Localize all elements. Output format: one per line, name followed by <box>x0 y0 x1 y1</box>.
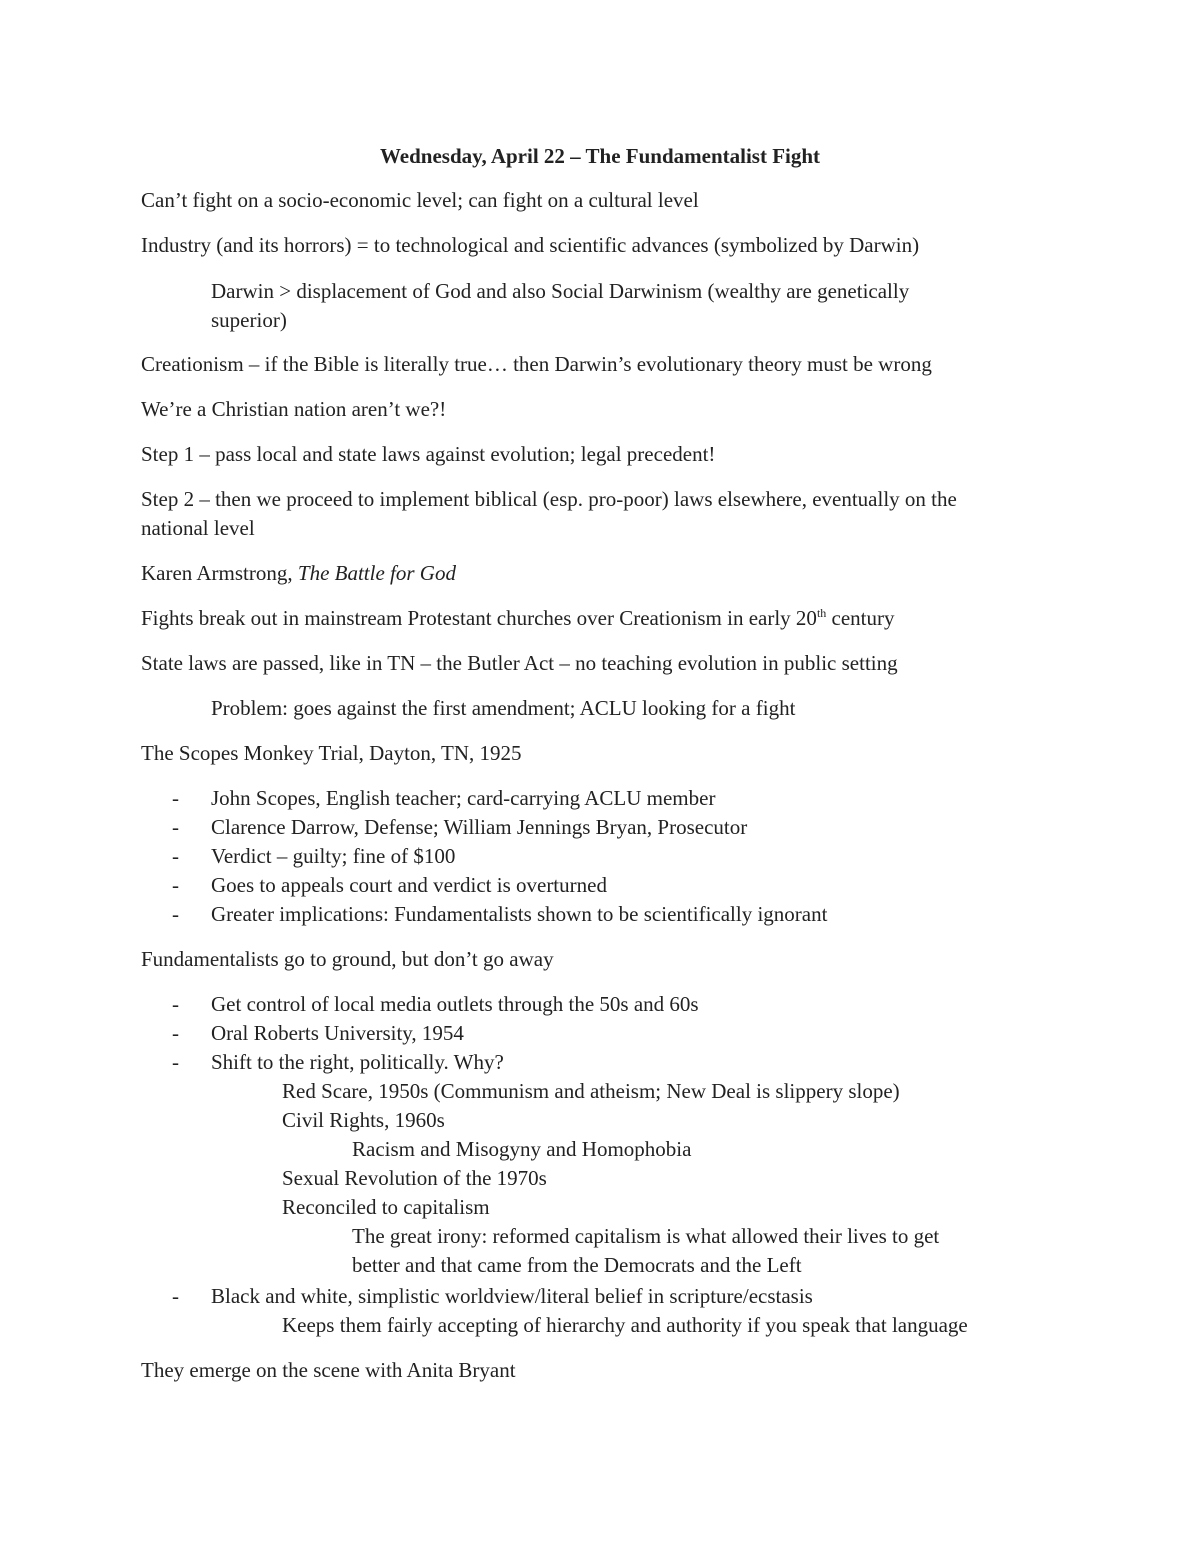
sub-item: Sexual Revolution of the 1970s <box>282 1166 547 1190</box>
paragraph: Creationism – if the Bible is literally true… then Darwin’s evolutionary theory must be wrong <box>141 352 932 376</box>
paragraph: Step 1 – pass local and state laws against evolution; legal precedent! <box>141 442 716 466</box>
list-item: Verdict – guilty; fine of $100 <box>211 844 456 868</box>
paragraph: We’re a Christian nation aren’t we?! <box>141 397 447 421</box>
bullet-dash: - <box>172 815 179 839</box>
sub-sub-item: Racism and Misogyny and Homophobia <box>352 1137 692 1161</box>
paragraph: Can’t fight on a socio-economic level; can fight on a cultural level <box>141 188 699 212</box>
list-item: Greater implications: Fundamentalists shown to be scientifically ignorant <box>211 902 828 926</box>
sub-item: Reconciled to capitalism <box>282 1195 490 1219</box>
paragraph: They emerge on the scene with Anita Bryant <box>141 1358 516 1382</box>
reference-line <box>141 559 456 588</box>
sub-sub-item: The great irony: reformed capitalism is what allowed their lives to get <box>352 1224 940 1248</box>
bullet-dash: - <box>172 1021 179 1045</box>
paragraph: Industry (and its horrors) = to technological and scientific advances (symbolized by Darwin) <box>141 233 920 257</box>
book-title: The Battle for God <box>297 561 456 585</box>
bullet-dash: - <box>172 873 179 897</box>
indented-paragraph: Darwin > displacement of God and also Social Darwinism (wealthy are genetically <box>211 279 910 303</box>
author-name: Karen Armstrong, <box>141 561 298 585</box>
section-heading: Fundamentalists go to ground, but don’t go away <box>141 947 554 971</box>
section-heading: The Scopes Monkey Trial, Dayton, TN, 1925 <box>141 741 522 765</box>
bullet-dash: - <box>172 902 179 926</box>
text-span: Fights break out in mainstream Protestant churches over Creationism in early 20 <box>141 606 817 630</box>
sub-item: Civil Rights, 1960s <box>282 1108 445 1132</box>
indented-paragraph: superior) <box>211 308 287 332</box>
list-item: Clarence Darrow, Defense; William Jennings Bryan, Prosecutor <box>211 815 748 839</box>
text-span: century <box>826 606 895 630</box>
sub-sub-item: better and that came from the Democrats and the Left <box>352 1253 802 1277</box>
list-item: Get control of local media outlets through the 50s and 60s <box>211 992 699 1016</box>
sub-item: Keeps them fairly accepting of hierarchy and authority if you speak that language <box>282 1313 968 1337</box>
paragraph <box>141 604 895 633</box>
list-item: Shift to the right, politically. Why? <box>211 1050 504 1074</box>
paragraph: Step 2 – then we proceed to implement biblical (esp. pro-poor) laws elsewhere, eventually on the <box>141 487 957 511</box>
bullet-dash: - <box>172 1050 179 1074</box>
paragraph: national level <box>141 516 255 540</box>
indented-paragraph: Problem: goes against the first amendment; ACLU looking for a fight <box>211 696 796 720</box>
bullet-dash: - <box>172 1284 179 1308</box>
list-item: Goes to appeals court and verdict is overturned <box>211 873 607 897</box>
list-item: Black and white, simplistic worldview/literal belief in scripture/ecstasis <box>211 1284 813 1308</box>
superscript: th <box>816 606 827 620</box>
bullet-dash: - <box>172 844 179 868</box>
sub-item: Red Scare, 1950s (Communism and atheism; New Deal is slippery slope) <box>282 1079 900 1103</box>
list-item: John Scopes, English teacher; card-carrying ACLU member <box>211 786 716 810</box>
bullet-dash: - <box>172 992 179 1016</box>
bullet-dash: - <box>172 786 179 810</box>
page-title: Wednesday, April 22 – The Fundamentalist Fight <box>379 144 821 168</box>
paragraph: State laws are passed, like in TN – the Butler Act – no teaching evolution in public setting <box>141 651 898 675</box>
list-item: Oral Roberts University, 1954 <box>211 1021 464 1045</box>
